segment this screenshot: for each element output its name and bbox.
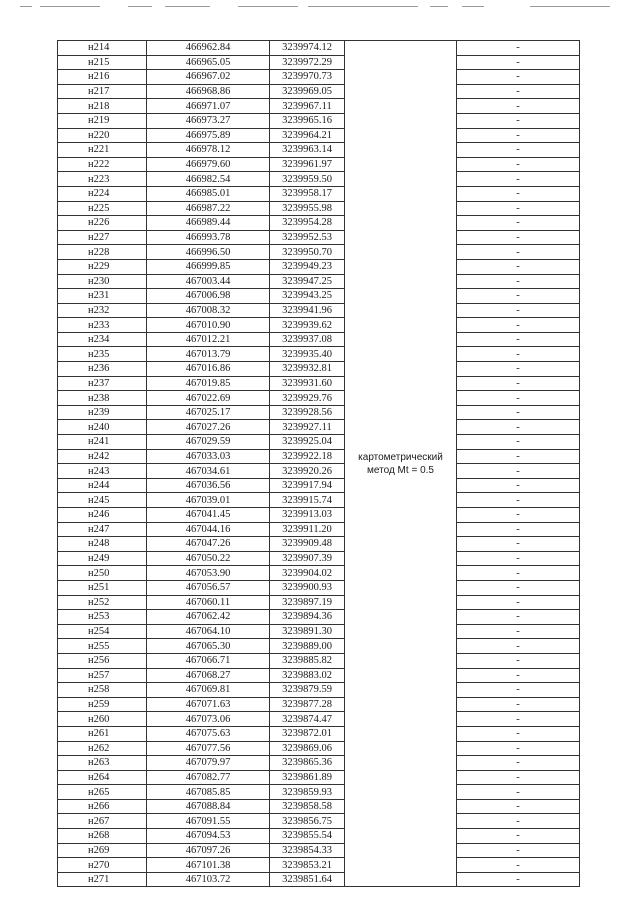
- y-coordinate: 3239931.60: [270, 376, 345, 391]
- point-id: н265: [58, 785, 147, 800]
- x-coordinate: 467075.63: [147, 726, 270, 741]
- accuracy-dash: -: [457, 216, 580, 231]
- y-coordinate: 3239929.76: [270, 391, 345, 406]
- accuracy-dash: -: [457, 683, 580, 698]
- point-id: н269: [58, 843, 147, 858]
- x-coordinate: 467003.44: [147, 274, 270, 289]
- point-id: н264: [58, 770, 147, 785]
- accuracy-dash: -: [457, 172, 580, 187]
- point-id: н223: [58, 172, 147, 187]
- point-id: н218: [58, 99, 147, 114]
- x-coordinate: 466978.12: [147, 143, 270, 158]
- table-row: [58, 741, 580, 756]
- table-row: [58, 872, 580, 887]
- table-row: [58, 464, 580, 479]
- x-coordinate: 467050.22: [147, 551, 270, 566]
- point-id: н240: [58, 420, 147, 435]
- point-id: н250: [58, 566, 147, 581]
- table-row: [58, 435, 580, 450]
- y-coordinate: 3239904.02: [270, 566, 345, 581]
- accuracy-dash: -: [457, 157, 580, 172]
- accuracy-dash: -: [457, 186, 580, 201]
- accuracy-dash: -: [457, 435, 580, 450]
- accuracy-dash: -: [457, 128, 580, 143]
- x-coordinate: 467064.10: [147, 624, 270, 639]
- method-cell: картометрический метод Mt = 0.5: [345, 41, 457, 887]
- point-id: н227: [58, 230, 147, 245]
- accuracy-dash: -: [457, 756, 580, 771]
- point-id: н249: [58, 551, 147, 566]
- accuracy-dash: -: [457, 551, 580, 566]
- accuracy-dash: -: [457, 799, 580, 814]
- y-coordinate: 3239969.05: [270, 84, 345, 99]
- y-coordinate: 3239894.36: [270, 610, 345, 625]
- table-row: [58, 829, 580, 844]
- y-coordinate: 3239889.00: [270, 639, 345, 654]
- point-id: н243: [58, 464, 147, 479]
- point-id: н253: [58, 610, 147, 625]
- point-id: н220: [58, 128, 147, 143]
- table-row: [58, 274, 580, 289]
- y-coordinate: 3239865.36: [270, 756, 345, 771]
- y-coordinate: 3239925.04: [270, 435, 345, 450]
- accuracy-dash: -: [457, 143, 580, 158]
- table-row: [58, 639, 580, 654]
- table-row: [58, 420, 580, 435]
- y-coordinate: 3239974.12: [270, 41, 345, 56]
- accuracy-dash: -: [457, 332, 580, 347]
- x-coordinate: 467066.71: [147, 653, 270, 668]
- point-id: н241: [58, 435, 147, 450]
- table-row: [58, 318, 580, 333]
- table-row: [58, 303, 580, 318]
- x-coordinate: 466979.60: [147, 157, 270, 172]
- x-coordinate: 467019.85: [147, 376, 270, 391]
- accuracy-dash: -: [457, 712, 580, 727]
- point-id: н216: [58, 70, 147, 85]
- y-coordinate: 3239937.08: [270, 332, 345, 347]
- x-coordinate: 467029.59: [147, 435, 270, 450]
- y-coordinate: 3239964.21: [270, 128, 345, 143]
- y-coordinate: 3239897.19: [270, 595, 345, 610]
- point-id: н244: [58, 478, 147, 493]
- y-coordinate: 3239874.47: [270, 712, 345, 727]
- table-row: [58, 566, 580, 581]
- x-coordinate: 466971.07: [147, 99, 270, 114]
- table-row: [58, 289, 580, 304]
- y-coordinate: 3239954.28: [270, 216, 345, 231]
- table-row: [58, 332, 580, 347]
- table-row: [58, 522, 580, 537]
- accuracy-dash: -: [457, 741, 580, 756]
- y-coordinate: 3239922.18: [270, 449, 345, 464]
- y-coordinate: 3239883.02: [270, 668, 345, 683]
- x-coordinate: 467085.85: [147, 785, 270, 800]
- table-row: [58, 478, 580, 493]
- table-row: [58, 186, 580, 201]
- x-coordinate: 467077.56: [147, 741, 270, 756]
- accuracy-dash: -: [457, 624, 580, 639]
- y-coordinate: 3239928.56: [270, 405, 345, 420]
- x-coordinate: 466973.27: [147, 113, 270, 128]
- y-coordinate: 3239970.73: [270, 70, 345, 85]
- point-id: н225: [58, 201, 147, 216]
- accuracy-dash: -: [457, 303, 580, 318]
- x-coordinate: 467013.79: [147, 347, 270, 362]
- x-coordinate: 466989.44: [147, 216, 270, 231]
- y-coordinate: 3239949.23: [270, 259, 345, 274]
- accuracy-dash: -: [457, 770, 580, 785]
- accuracy-dash: -: [457, 84, 580, 99]
- point-id: н261: [58, 726, 147, 741]
- table-row: [58, 55, 580, 70]
- y-coordinate: 3239869.06: [270, 741, 345, 756]
- accuracy-dash: -: [457, 493, 580, 508]
- table-row: [58, 216, 580, 231]
- scan-header-marks: [0, 6, 640, 10]
- point-id: н254: [58, 624, 147, 639]
- x-coordinate: 467008.32: [147, 303, 270, 318]
- table-row: [58, 362, 580, 377]
- accuracy-dash: -: [457, 478, 580, 493]
- y-coordinate: 3239858.58: [270, 799, 345, 814]
- point-id: н239: [58, 405, 147, 420]
- accuracy-dash: -: [457, 843, 580, 858]
- x-coordinate: 467047.26: [147, 537, 270, 552]
- point-id: н271: [58, 872, 147, 887]
- y-coordinate: 3239855.54: [270, 829, 345, 844]
- y-coordinate: 3239965.16: [270, 113, 345, 128]
- y-coordinate: 3239854.33: [270, 843, 345, 858]
- x-coordinate: 466999.85: [147, 259, 270, 274]
- accuracy-dash: -: [457, 376, 580, 391]
- table-row: [58, 143, 580, 158]
- point-id: н263: [58, 756, 147, 771]
- x-coordinate: 467016.86: [147, 362, 270, 377]
- x-coordinate: 466985.01: [147, 186, 270, 201]
- point-id: н232: [58, 303, 147, 318]
- table-row: [58, 843, 580, 858]
- point-id: н219: [58, 113, 147, 128]
- x-coordinate: 467044.16: [147, 522, 270, 537]
- y-coordinate: 3239915.74: [270, 493, 345, 508]
- accuracy-dash: -: [457, 391, 580, 406]
- accuracy-dash: -: [457, 70, 580, 85]
- table-row: [58, 70, 580, 85]
- table-row: [58, 99, 580, 114]
- y-coordinate: 3239891.30: [270, 624, 345, 639]
- accuracy-dash: -: [457, 858, 580, 873]
- y-coordinate: 3239913.03: [270, 508, 345, 523]
- x-coordinate: 467060.11: [147, 595, 270, 610]
- y-coordinate: 3239879.59: [270, 683, 345, 698]
- table-row: [58, 405, 580, 420]
- table-row: [58, 113, 580, 128]
- y-coordinate: 3239943.25: [270, 289, 345, 304]
- y-coordinate: 3239947.25: [270, 274, 345, 289]
- point-id: н268: [58, 829, 147, 844]
- x-coordinate: 467022.69: [147, 391, 270, 406]
- accuracy-dash: -: [457, 259, 580, 274]
- x-coordinate: 467012.21: [147, 332, 270, 347]
- table-row: [58, 172, 580, 187]
- point-id: н229: [58, 259, 147, 274]
- accuracy-dash: -: [457, 289, 580, 304]
- accuracy-dash: -: [457, 829, 580, 844]
- table-row: [58, 668, 580, 683]
- y-coordinate: 3239859.93: [270, 785, 345, 800]
- accuracy-dash: -: [457, 653, 580, 668]
- accuracy-dash: -: [457, 697, 580, 712]
- point-id: н224: [58, 186, 147, 201]
- accuracy-dash: -: [457, 668, 580, 683]
- x-coordinate: 467041.45: [147, 508, 270, 523]
- point-id: н237: [58, 376, 147, 391]
- point-id: н247: [58, 522, 147, 537]
- x-coordinate: 467027.26: [147, 420, 270, 435]
- accuracy-dash: -: [457, 639, 580, 654]
- accuracy-dash: -: [457, 537, 580, 552]
- table-row: [58, 595, 580, 610]
- point-id: н236: [58, 362, 147, 377]
- x-coordinate: 467068.27: [147, 668, 270, 683]
- table-row: [58, 376, 580, 391]
- point-id: н246: [58, 508, 147, 523]
- accuracy-dash: -: [457, 230, 580, 245]
- x-coordinate: 467079.97: [147, 756, 270, 771]
- y-coordinate: 3239950.70: [270, 245, 345, 260]
- y-coordinate: 3239927.11: [270, 420, 345, 435]
- point-id: н260: [58, 712, 147, 727]
- x-coordinate: 466982.54: [147, 172, 270, 187]
- accuracy-dash: -: [457, 41, 580, 56]
- y-coordinate: 3239851.64: [270, 872, 345, 887]
- y-coordinate: 3239958.17: [270, 186, 345, 201]
- accuracy-dash: -: [457, 405, 580, 420]
- x-coordinate: 466993.78: [147, 230, 270, 245]
- x-coordinate: 467091.55: [147, 814, 270, 829]
- table-row: [58, 551, 580, 566]
- x-coordinate: 467062.42: [147, 610, 270, 625]
- accuracy-dash: -: [457, 610, 580, 625]
- table-row: [58, 128, 580, 143]
- table-row: [58, 726, 580, 741]
- table-row: [58, 858, 580, 873]
- y-coordinate: 3239911.20: [270, 522, 345, 537]
- point-id: н214: [58, 41, 147, 56]
- x-coordinate: 467088.84: [147, 799, 270, 814]
- accuracy-dash: -: [457, 201, 580, 216]
- y-coordinate: 3239955.98: [270, 201, 345, 216]
- point-id: н215: [58, 55, 147, 70]
- point-id: н256: [58, 653, 147, 668]
- point-id: н228: [58, 245, 147, 260]
- accuracy-dash: -: [457, 522, 580, 537]
- accuracy-dash: -: [457, 274, 580, 289]
- point-id: н222: [58, 157, 147, 172]
- x-coordinate: 466996.50: [147, 245, 270, 260]
- x-coordinate: 467053.90: [147, 566, 270, 581]
- table-row: [58, 770, 580, 785]
- accuracy-dash: -: [457, 508, 580, 523]
- table-row: [58, 201, 580, 216]
- x-coordinate: 467071.63: [147, 697, 270, 712]
- point-id: н251: [58, 580, 147, 595]
- accuracy-dash: -: [457, 420, 580, 435]
- point-id: н248: [58, 537, 147, 552]
- accuracy-dash: -: [457, 99, 580, 114]
- table-row: [58, 347, 580, 362]
- accuracy-dash: -: [457, 347, 580, 362]
- accuracy-dash: -: [457, 872, 580, 887]
- table-row: [58, 756, 580, 771]
- x-coordinate: 467094.53: [147, 829, 270, 844]
- y-coordinate: 3239959.50: [270, 172, 345, 187]
- table-row: [58, 449, 580, 464]
- y-coordinate: 3239909.48: [270, 537, 345, 552]
- table-row: [58, 245, 580, 260]
- x-coordinate: 467073.06: [147, 712, 270, 727]
- table-row: [58, 653, 580, 668]
- point-id: н266: [58, 799, 147, 814]
- point-id: н235: [58, 347, 147, 362]
- x-coordinate: 467097.26: [147, 843, 270, 858]
- x-coordinate: 467010.90: [147, 318, 270, 333]
- point-id: н267: [58, 814, 147, 829]
- y-coordinate: 3239932.81: [270, 362, 345, 377]
- x-coordinate: 467006.98: [147, 289, 270, 304]
- accuracy-dash: -: [457, 55, 580, 70]
- table-row: [58, 712, 580, 727]
- accuracy-dash: -: [457, 814, 580, 829]
- accuracy-dash: -: [457, 464, 580, 479]
- point-id: н217: [58, 84, 147, 99]
- table-row: [58, 537, 580, 552]
- accuracy-dash: -: [457, 595, 580, 610]
- y-coordinate: 3239952.53: [270, 230, 345, 245]
- x-coordinate: 467033.03: [147, 449, 270, 464]
- y-coordinate: 3239935.40: [270, 347, 345, 362]
- y-coordinate: 3239900.93: [270, 580, 345, 595]
- table-row: [58, 697, 580, 712]
- table-row: [58, 391, 580, 406]
- point-id: н257: [58, 668, 147, 683]
- accuracy-dash: -: [457, 449, 580, 464]
- table-row: [58, 580, 580, 595]
- x-coordinate: 466965.05: [147, 55, 270, 70]
- y-coordinate: 3239961.97: [270, 157, 345, 172]
- point-id: н233: [58, 318, 147, 333]
- y-coordinate: 3239967.11: [270, 99, 345, 114]
- point-id: н252: [58, 595, 147, 610]
- x-coordinate: 467056.57: [147, 580, 270, 595]
- accuracy-dash: -: [457, 318, 580, 333]
- accuracy-dash: -: [457, 726, 580, 741]
- point-id: н258: [58, 683, 147, 698]
- point-id: н245: [58, 493, 147, 508]
- point-id: н231: [58, 289, 147, 304]
- point-id: н238: [58, 391, 147, 406]
- point-id: н230: [58, 274, 147, 289]
- table-row: [58, 799, 580, 814]
- point-id: н234: [58, 332, 147, 347]
- x-coordinate: 466967.02: [147, 70, 270, 85]
- accuracy-dash: -: [457, 362, 580, 377]
- y-coordinate: 3239917.94: [270, 478, 345, 493]
- table-row: [58, 814, 580, 829]
- table-row: [58, 157, 580, 172]
- y-coordinate: 3239907.39: [270, 551, 345, 566]
- x-coordinate: 467034.61: [147, 464, 270, 479]
- point-id: н262: [58, 741, 147, 756]
- x-coordinate: 466968.86: [147, 84, 270, 99]
- y-coordinate: 3239877.28: [270, 697, 345, 712]
- x-coordinate: 467039.01: [147, 493, 270, 508]
- x-coordinate: 466987.22: [147, 201, 270, 216]
- table-row: [58, 610, 580, 625]
- accuracy-dash: -: [457, 785, 580, 800]
- y-coordinate: 3239941.96: [270, 303, 345, 318]
- table-row: [58, 259, 580, 274]
- y-coordinate: 3239861.89: [270, 770, 345, 785]
- coordinates-sheet: [57, 40, 575, 887]
- x-coordinate: 466962.84: [147, 41, 270, 56]
- accuracy-dash: -: [457, 245, 580, 260]
- point-id: н259: [58, 697, 147, 712]
- x-coordinate: 467103.72: [147, 872, 270, 887]
- x-coordinate: 466975.89: [147, 128, 270, 143]
- accuracy-dash: -: [457, 580, 580, 595]
- accuracy-dash: -: [457, 566, 580, 581]
- y-coordinate: 3239853.21: [270, 858, 345, 873]
- table-row: [58, 493, 580, 508]
- x-coordinate: 467065.30: [147, 639, 270, 654]
- y-coordinate: 3239885.82: [270, 653, 345, 668]
- accuracy-dash: -: [457, 113, 580, 128]
- y-coordinate: 3239872.01: [270, 726, 345, 741]
- coordinates-table: [57, 40, 580, 887]
- x-coordinate: 467036.56: [147, 478, 270, 493]
- point-id: н221: [58, 143, 147, 158]
- point-id: н255: [58, 639, 147, 654]
- table-row: [58, 624, 580, 639]
- y-coordinate: 3239972.29: [270, 55, 345, 70]
- x-coordinate: 467082.77: [147, 770, 270, 785]
- x-coordinate: 467069.81: [147, 683, 270, 698]
- point-id: н226: [58, 216, 147, 231]
- y-coordinate: 3239920.26: [270, 464, 345, 479]
- table-row: [58, 230, 580, 245]
- table-row: [58, 84, 580, 99]
- y-coordinate: 3239963.14: [270, 143, 345, 158]
- table-row: [58, 683, 580, 698]
- x-coordinate: 467025.17: [147, 405, 270, 420]
- table-row: [58, 508, 580, 523]
- y-coordinate: 3239856.75: [270, 814, 345, 829]
- point-id: н242: [58, 449, 147, 464]
- table-row: [58, 785, 580, 800]
- point-id: н270: [58, 858, 147, 873]
- x-coordinate: 467101.38: [147, 858, 270, 873]
- y-coordinate: 3239939.62: [270, 318, 345, 333]
- table-row: [58, 41, 580, 56]
